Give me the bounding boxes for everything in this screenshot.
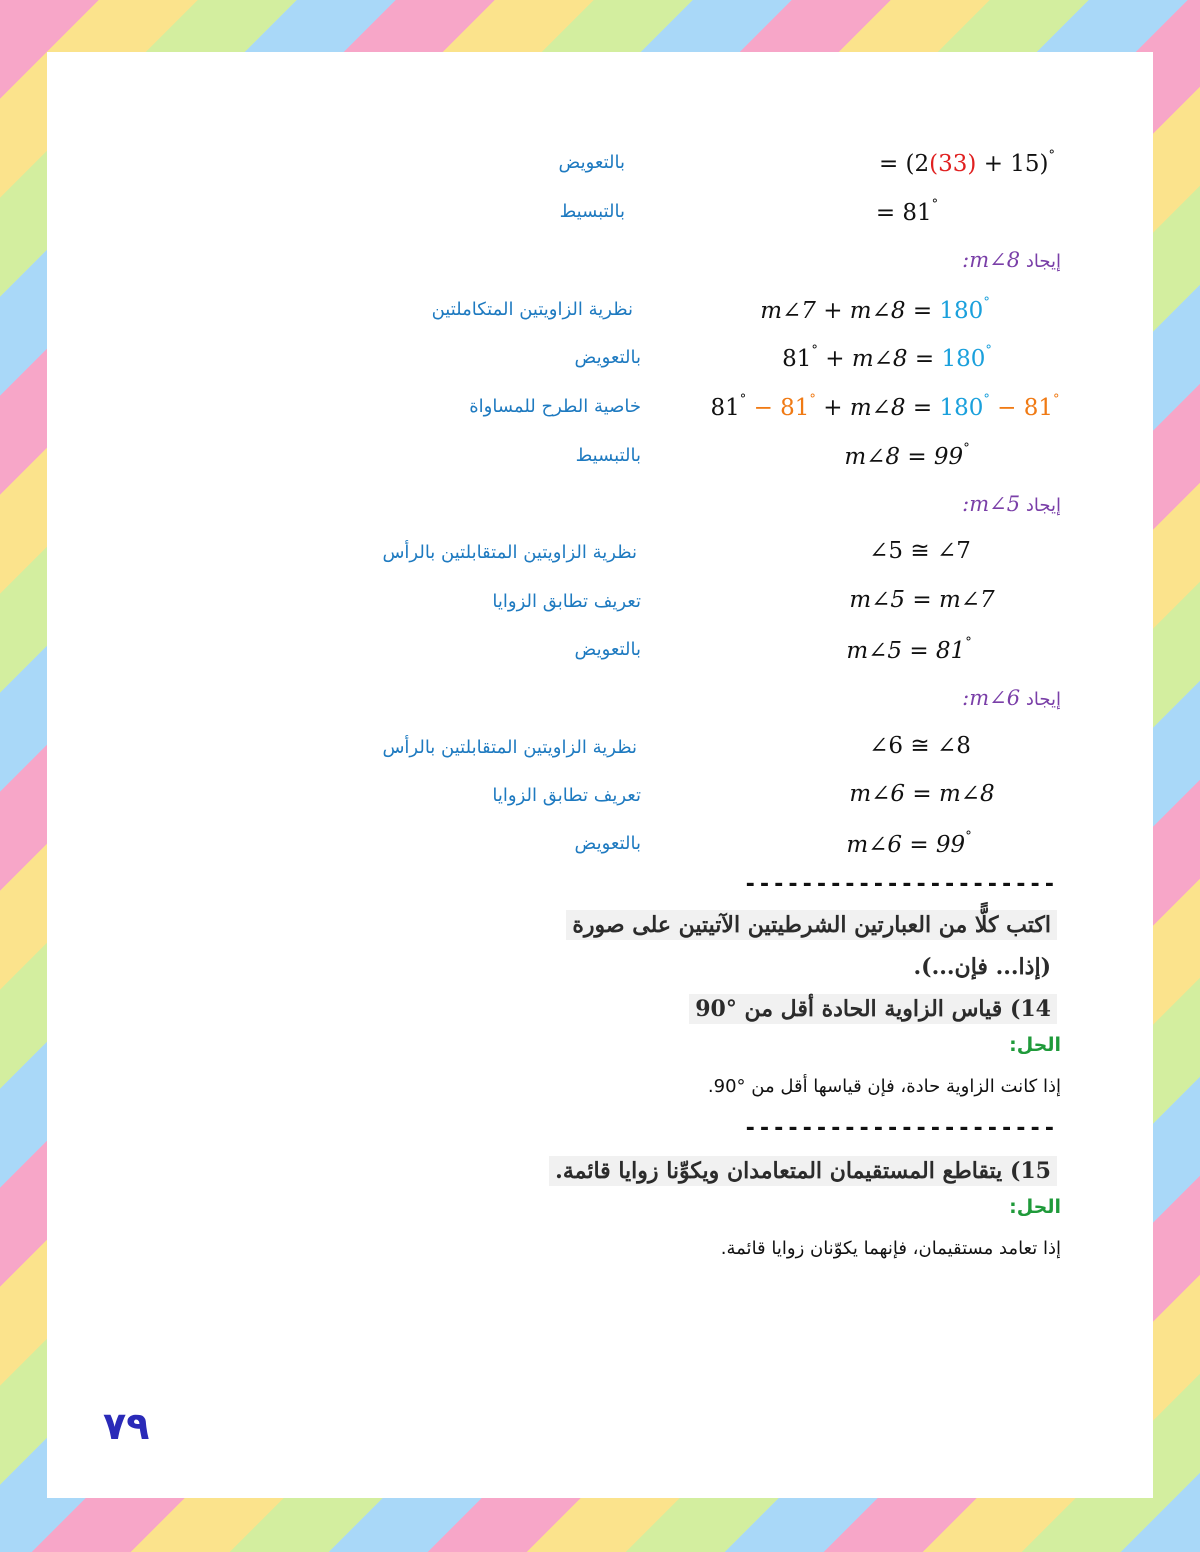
reason-m5-row1: نظرية الزاويتين المتقابلتين بالرأس [382,542,637,563]
math-m8-row3: 81° − 81° + m∠8 = 180° − 81° [710,392,1060,421]
question-15: 15) يتقاطع المستقيمان المتعامدان ويكوِّنا زوايا قائمة. [549,1156,1057,1186]
task-line-2: (إذا... فإن...). [913,954,1051,980]
answer-14: إذا كانت الزاوية حادة، فإن قياسها أقل من °90. [707,1076,1061,1097]
math-m5-row3: m∠5 = 81° [846,635,972,664]
math-substitution-line: = (2(33) + 15)° [878,148,1056,177]
task-line-1: اكتب كلًّا من العبارتين الشرطيتين الآتيتين على صورة [566,910,1057,940]
solution-label-14: الحل: [1009,1034,1061,1056]
question-14: 14) قياس الزاوية الحادة أقل من °90 [689,994,1057,1024]
math-m6-row2: m∠6 = m∠8 [849,781,995,807]
reason-m6-row2: تعريف تطابق الزوايا [492,785,641,806]
answer-15: إذا تعامد مستقيمان، فإنهما يكوّنان زوايا قائمة. [720,1238,1061,1259]
reason-m8-row1: نظرية الزاويتين المتكاملتين [431,299,633,320]
math-m6-row1: ∠6 ≅ ∠8 [869,733,971,759]
reason-m5-row2: تعريف تطابق الزوايا [492,591,641,612]
math-simplify-line: = 81° [875,197,939,226]
reason-m6-row1: نظرية الزاويتين المتقابلتين بالرأس [382,737,637,758]
page-number: ٧٩ [103,1404,150,1448]
page [47,52,1153,1498]
heading-find-m8: إيجاد m∠8: [962,248,1061,272]
math-m8-row4: m∠8 = 99° [844,441,970,470]
math-m5-row1: ∠5 ≅ ∠7 [869,538,971,564]
math-m5-row2: m∠5 = m∠7 [849,587,995,613]
math-m6-row3: m∠6 = 99° [846,829,972,858]
separator-2: ---------------------- [743,1116,1057,1141]
reason-m8-row3: خاصية الطرح للمساواة [469,396,641,417]
reason-m8-row2: بالتعويض [574,347,641,368]
reason-m5-row3: بالتعويض [574,639,641,660]
math-m8-row1: m∠7 + m∠8 = 180° [760,295,990,324]
heading-find-m5: إيجاد m∠5: [962,492,1061,516]
reason-substitution: بالتعويض [558,152,625,173]
math-m8-row2: 81° + m∠8 = 180° [782,343,992,372]
reason-simplify: بالتبسيط [559,201,625,222]
reason-m8-row4: بالتبسيط [575,445,641,466]
separator-1: ---------------------- [743,872,1057,897]
reason-m6-row3: بالتعويض [574,833,641,854]
solution-label-15: الحل: [1009,1196,1061,1218]
heading-find-m6: إيجاد m∠6: [962,686,1061,710]
